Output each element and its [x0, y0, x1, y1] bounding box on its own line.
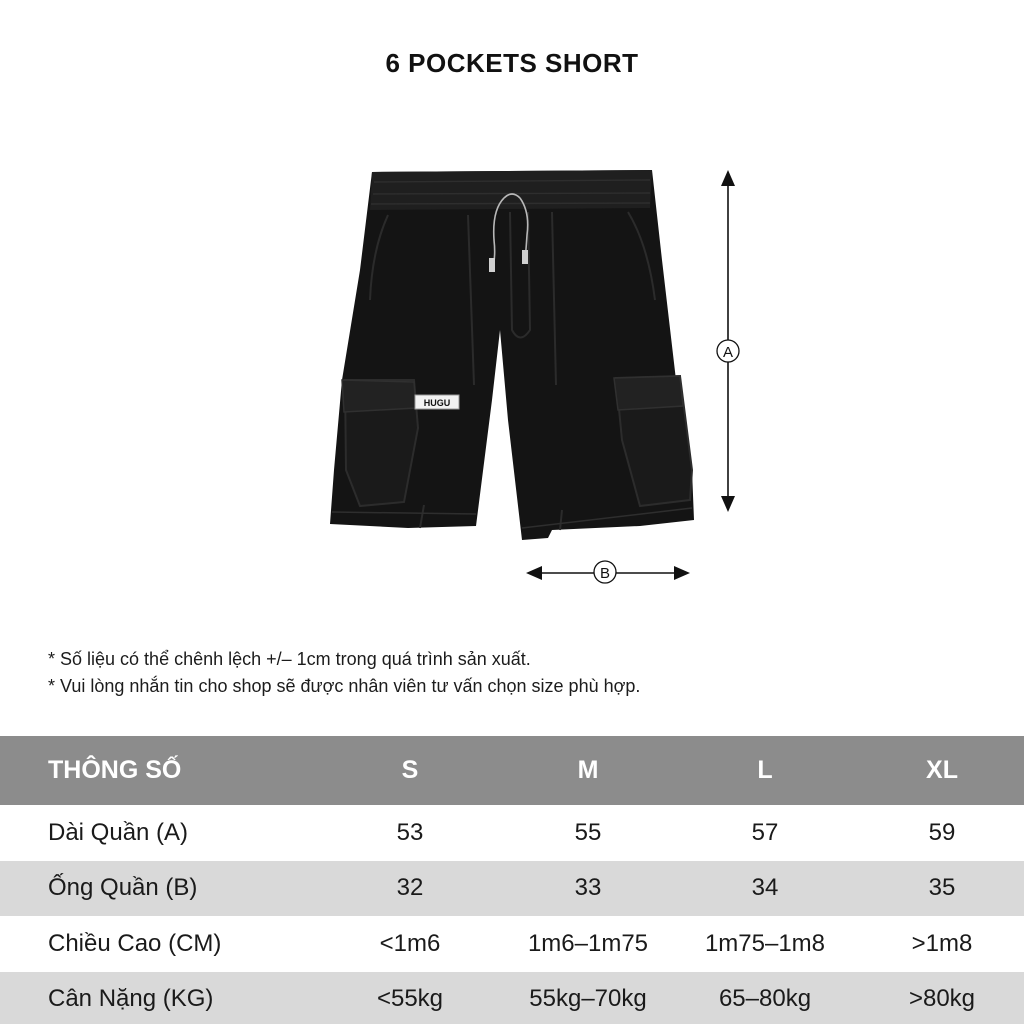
row-label: Cân Nặng (KG): [48, 985, 214, 1013]
table-row-length: [0, 805, 1024, 861]
size-table: [0, 736, 1024, 1024]
cell-l: 1m75–1m8: [704, 929, 826, 957]
row-label: Dài Quần (A): [48, 818, 189, 846]
cell-s: 53: [396, 818, 424, 846]
shorts-image: [330, 170, 694, 540]
table-row-height: [0, 916, 1024, 972]
notes: [48, 646, 640, 700]
table-row-leg-opening: [0, 861, 1024, 917]
header-size-m: M: [577, 756, 599, 784]
cell-m: 55kg–70kg: [529, 985, 647, 1013]
cell-m: 1m6–1m75: [527, 929, 649, 957]
row-label: Ống Quần (B): [48, 874, 198, 902]
size-table-header: [0, 736, 1024, 805]
header-size-xl: XL: [926, 756, 958, 784]
row-label: Chiều Cao (CM): [48, 929, 222, 957]
cell-l: 57: [751, 818, 779, 846]
page-title: 6 POCKETS SHORT: [385, 48, 639, 78]
dimension-b: [526, 561, 690, 583]
header-spec: THÔNG SỐ: [48, 756, 182, 784]
cell-xl: 59: [928, 818, 956, 846]
header-size-s: S: [401, 756, 419, 784]
cell-m: 33: [574, 874, 602, 902]
dimension-a: [717, 170, 739, 512]
cell-l: 65–80kg: [718, 985, 812, 1013]
dimension-a-label: A: [722, 344, 734, 361]
cell-l: 34: [751, 874, 779, 902]
cell-xl: >80kg: [908, 985, 976, 1013]
cell-s: <1m6: [379, 929, 441, 957]
cell-m: 55: [574, 818, 602, 846]
note-tolerance: * Số liệu có thể chênh lệch +/– 1cm trong quá trình sản xuất.: [48, 649, 531, 669]
table-row-weight: [0, 972, 1024, 1024]
header-size-l: L: [757, 756, 773, 784]
note-contact: * Vui lòng nhắn tin cho shop sẽ được nhân viên tư vấn chọn size phù hợp.: [48, 676, 641, 696]
brand-label: [415, 395, 459, 409]
cell-s: <55kg: [376, 985, 444, 1013]
cell-xl: 35: [928, 874, 956, 902]
cell-xl: >1m8: [911, 929, 973, 957]
cell-s: 32: [396, 874, 424, 902]
brand-label-text: HUGU: [423, 398, 451, 408]
dimension-b-label: B: [599, 565, 611, 582]
